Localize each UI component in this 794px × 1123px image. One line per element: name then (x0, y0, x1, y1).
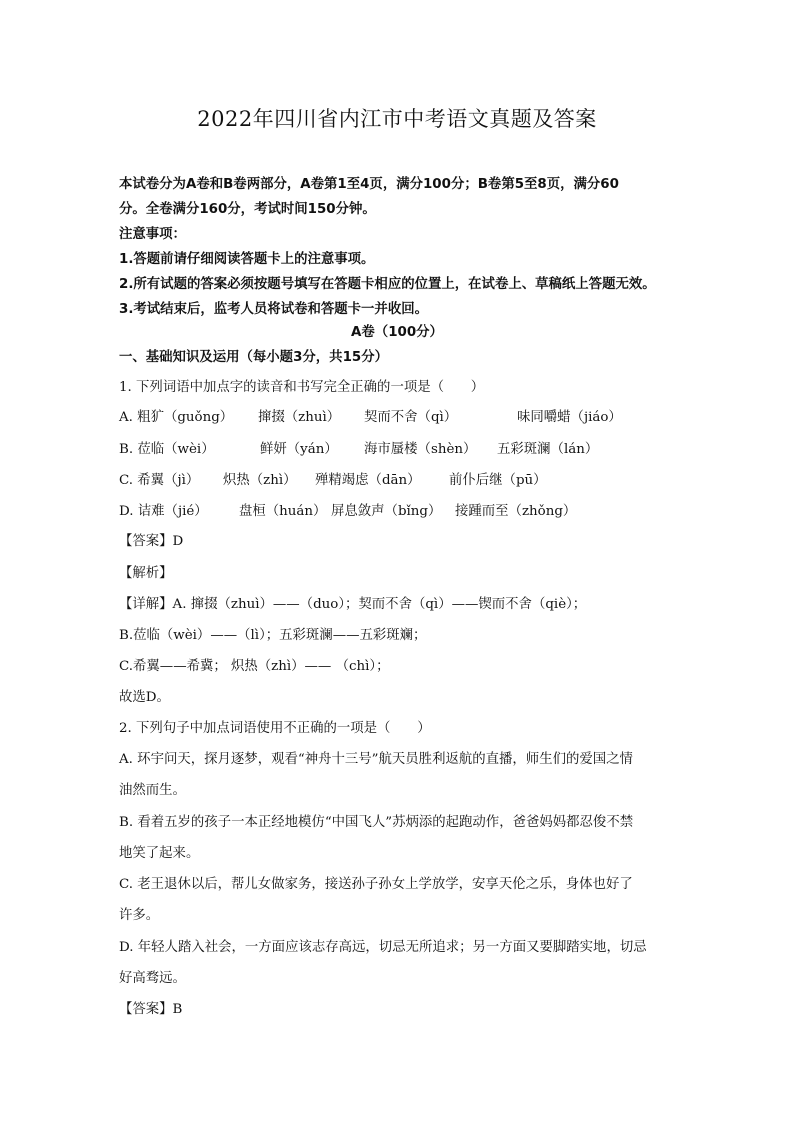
q2-option-c-line-2: 许多。 (119, 908, 160, 923)
notice-item-1: 1.答题前请仔细阅读答题卡上的注意事项。 (119, 252, 375, 267)
q1-option-c-word-2: 炽热（zhì） (223, 473, 297, 488)
q2-option-c-line-1: C. 老王退休以后，帮儿女做家务，接送孙子孙女上学放学，安享天伦之乐，身体也好了 (119, 877, 633, 892)
q1-option-a-word-4: 味同嚼蜡（jiáo） (517, 410, 622, 425)
q1-option-c-word-3: 殚精竭虑（dān） (315, 473, 421, 488)
q1-option-a-word-3: 契而不舍（qì） (364, 410, 458, 425)
q1-detail-2: B.莅临（wèi）——（lì）；五彩斑澜——五彩斑斓； (119, 628, 427, 643)
notice-heading: 注意事项： (119, 227, 186, 242)
q1-option-b-word-1: B. 莅临（wèi） (119, 442, 215, 457)
q1-detail-4: 故选D。 (119, 690, 170, 705)
q1-detail-3: C.希翼——希冀； 炽热（zhì）—— （chì）； (119, 659, 390, 674)
notice-item-3: 3.考试结束后，监考人员将试卷和答题卡一并收回。 (119, 302, 428, 317)
q1-option-b-word-3: 海市蜃楼（shèn） (364, 442, 477, 457)
q2-answer: 【答案】B (119, 1002, 183, 1017)
q1-detail-1: 【详解】A. 撺掇（zhuì）——（duo）；契而不舍（qì）——锲而不舍（qiè）； (119, 597, 587, 612)
q2-option-d-line-1: D. 年轻人踏入社会，一方面应该志存高远，切忌无所追求；另一方面又要脚踏实地，切忌 (119, 940, 647, 955)
q2-option-b-line-1: B. 看着五岁的孩子一本正经地模仿“中国飞人”苏炳添的起跑动作，爸爸妈妈都忍俊不禁 (119, 815, 634, 830)
question-2-stem: 2. 下列句子中加点词语使用不正确的一项是（ ） (119, 721, 431, 736)
q1-option-a-word-1: A. 粗犷（guǒng） (119, 410, 234, 425)
section-a-heading: A卷（100分） (351, 325, 443, 340)
q1-option-a-word-2: 撺掇（zhuì） (258, 410, 341, 425)
intro-line-1: 本试卷分为A卷和B卷两部分，A卷第1至4页，满分100分；B卷第5至8页，满分60 (119, 177, 619, 192)
q1-option-d-word-3: 屏息敛声（bǐng） (331, 504, 442, 519)
document-title: 2022年四川省内江市中考语文真题及答案 (197, 107, 597, 131)
q1-option-d-word-2: 盘桓（huán） (239, 504, 327, 519)
q2-option-a-line-1: A. 环宇问天，探月逐梦，观看“神舟十三号”航天员胜利返航的直播，师生们的爱国之情 (119, 752, 633, 767)
q1-option-b-word-2: 鲜妍（yán） (260, 442, 338, 457)
q1-option-d-word-4: 接踵而至（zhǒng） (455, 504, 577, 519)
intro-line-2: 分。全卷满分160分，考试时间150分钟。 (119, 202, 376, 217)
q1-analysis-heading: 【解析】 (119, 566, 173, 581)
q1-option-c-word-1: C. 希翼（jì） (119, 473, 200, 488)
q2-option-d-line-2: 好高骛远。 (119, 971, 186, 986)
q1-answer: 【答案】D (119, 534, 184, 549)
q1-option-d-word-1: D. 诘难（jié） (119, 504, 208, 519)
notice-item-2: 2.所有试题的答案必须按题号填写在答题卡相应的位置上，在试卷上、草稿纸上答题无效。 (119, 277, 656, 292)
q2-option-a-line-2: 油然而生。 (119, 783, 186, 798)
q1-option-c-word-4: 前仆后继（pū） (449, 473, 547, 488)
q1-option-b-word-4: 五彩斑澜（lán） (497, 442, 599, 457)
part-1-heading: 一、基础知识及运用（每小题3分，共15分） (119, 350, 388, 365)
q2-option-b-line-2: 地笑了起来。 (119, 846, 200, 861)
question-1-stem: 1. 下列词语中加点字的读音和书写完全正确的一项是（ ） (119, 380, 485, 395)
